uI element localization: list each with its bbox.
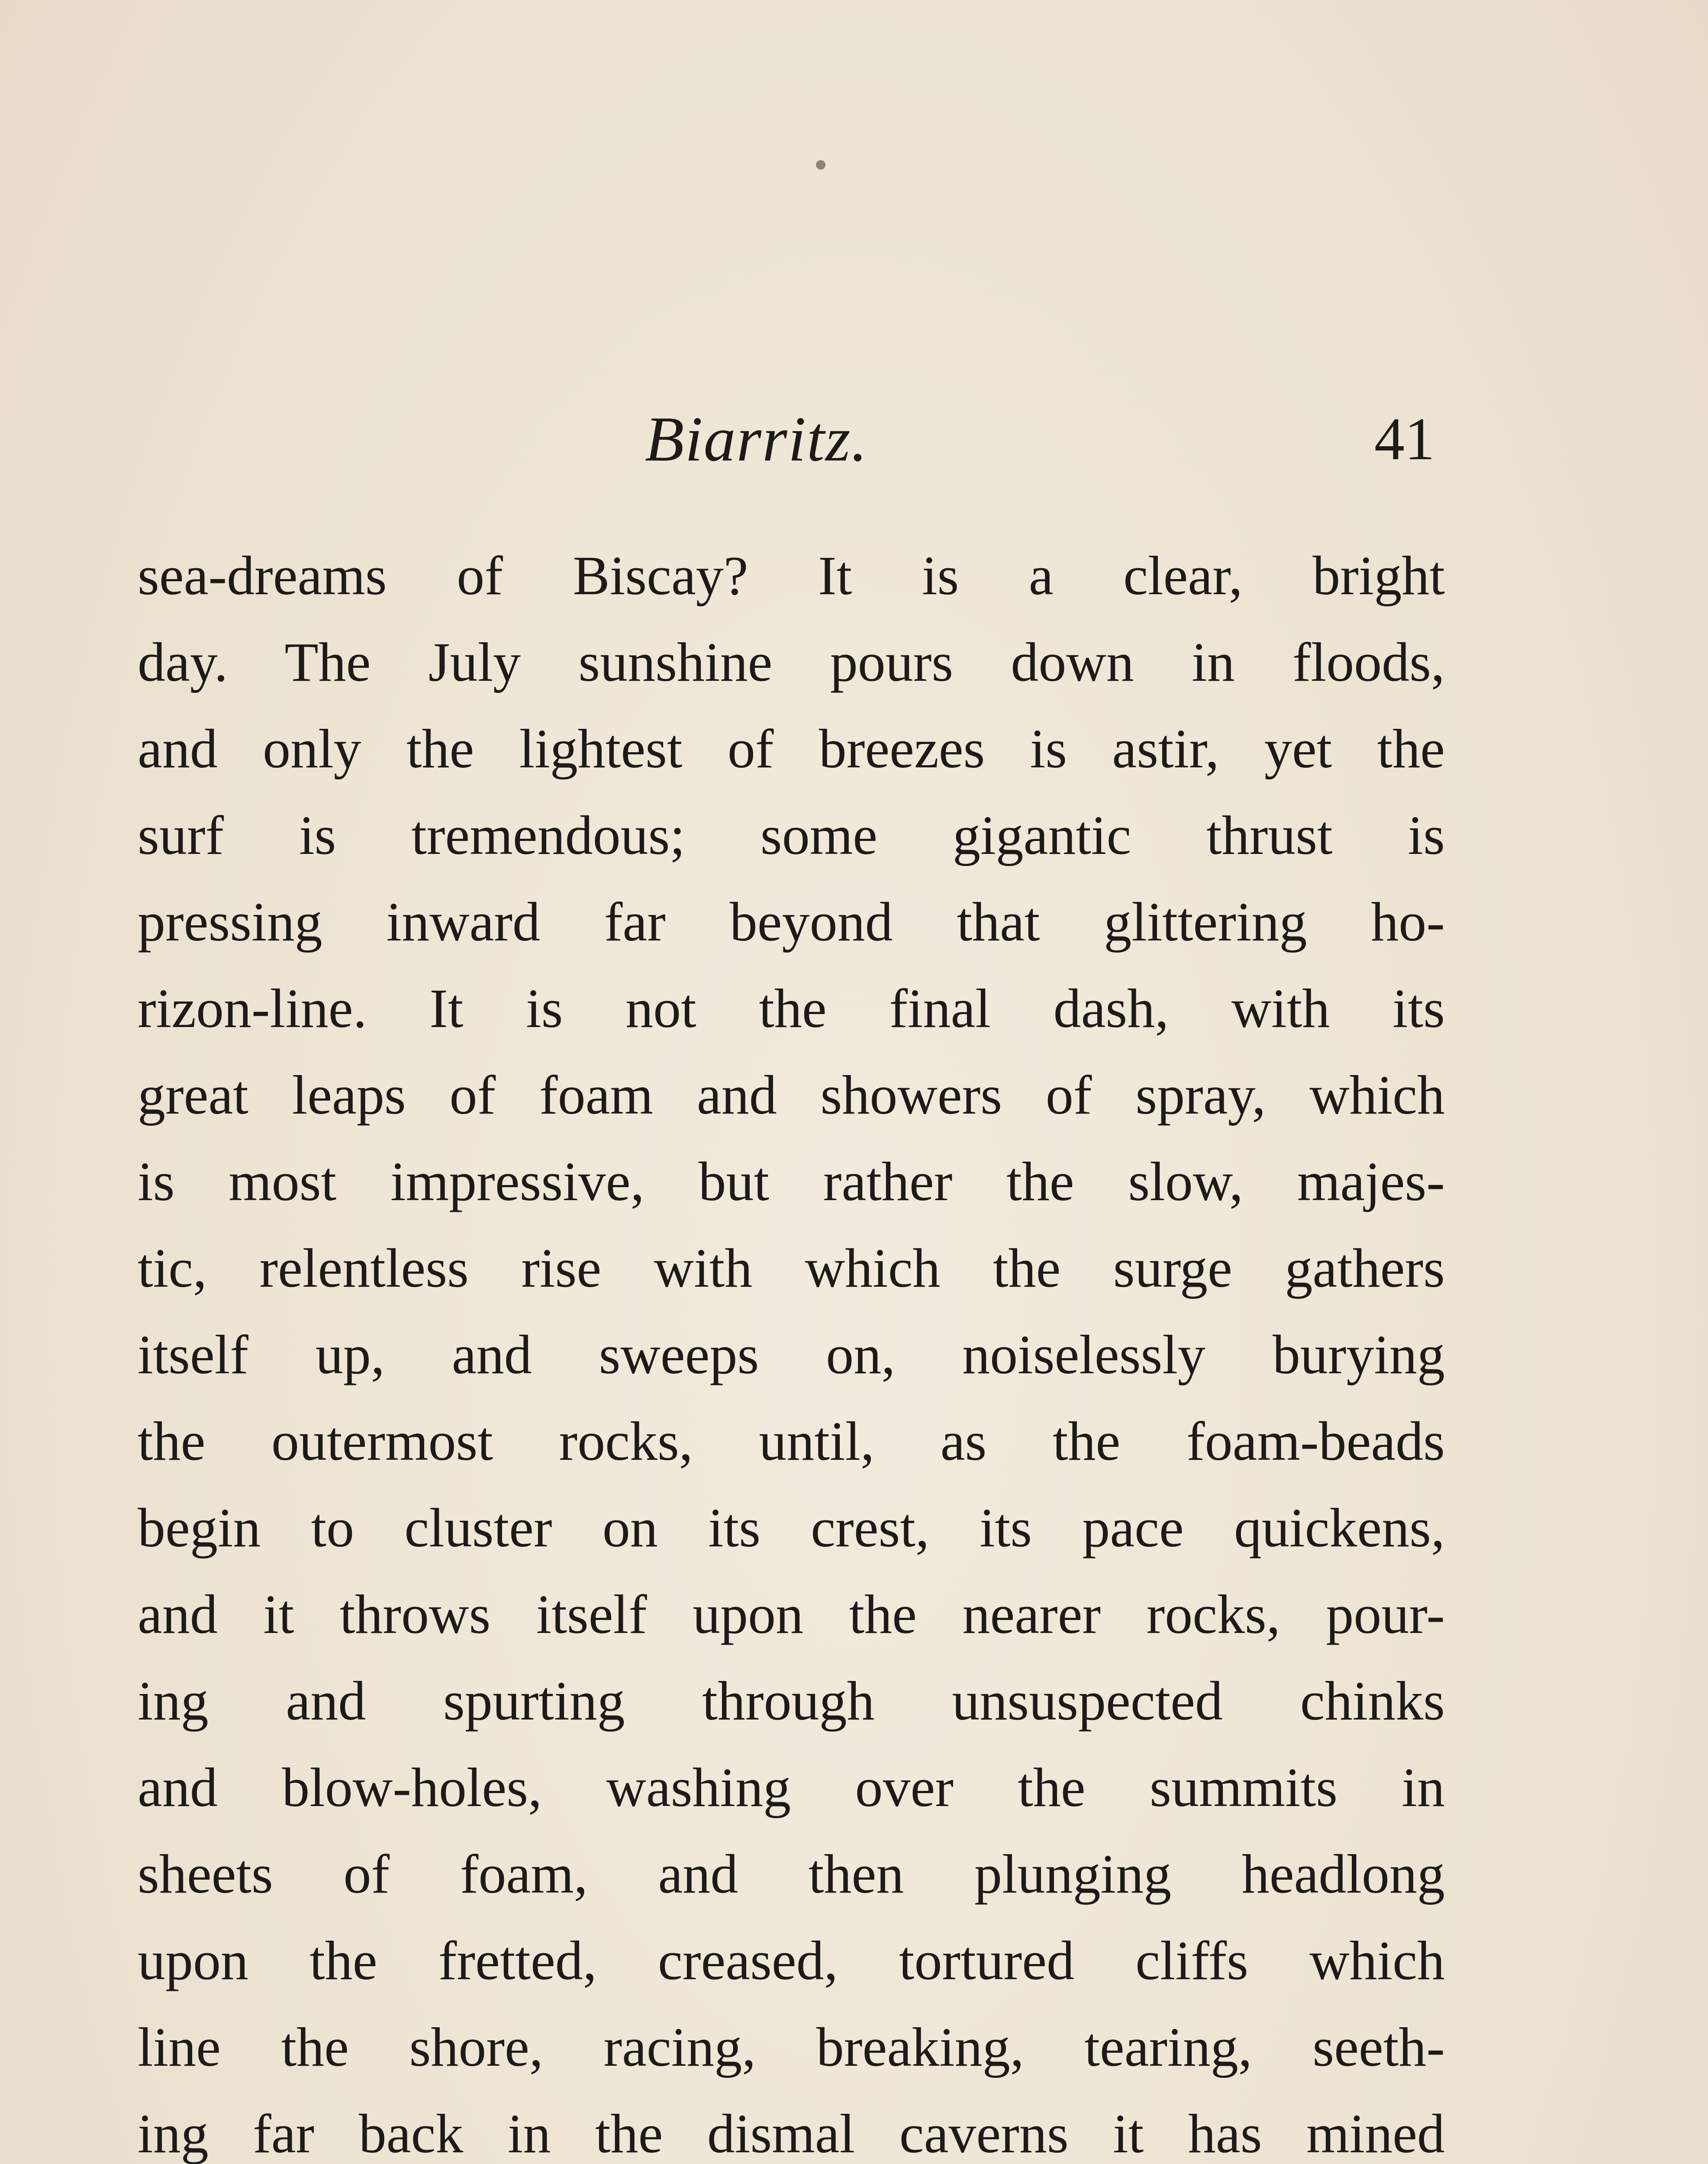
running-head [0,396,1708,483]
page-number: 41 [1374,406,1435,473]
text-line: rizon-line. It is not the final dash, with its [138,978,1445,1039]
text-line: ing far back in the dismal caverns it has mined [138,2103,1445,2164]
text-line: line the shore, racing, breaking, tearing, seeth- [138,2016,1445,2078]
text-line: day. The July sunshine pours down in floods, [138,631,1445,693]
text-line: ing and spurting through unsuspected chinks [138,1670,1445,1732]
text-line: surf is tremendous; some gigantic thrust is [138,805,1445,866]
ink-speck [816,160,825,170]
text-line: tic, relentless rise with which the surge gathers [138,1237,1445,1299]
text-line: is most impressive, but rather the slow, majes- [138,1151,1445,1212]
text-line: pressing inward far beyond that glittering ho- [138,891,1445,953]
running-title: Biarritz. [645,404,868,475]
text-line: begin to cluster on its crest, its pace quickens, [138,1497,1445,1559]
text-line: and it throws itself upon the nearer rocks, pour- [138,1584,1445,1645]
text-line: and blow-holes, washing over the summits in [138,1757,1445,1818]
text-line: sea-dreams of Biscay? It is a clear, bright [138,545,1445,606]
text-line: sheets of foam, and then plunging headlong [138,1843,1445,1905]
text-line: and only the lightest of breezes is astir, yet the [138,718,1445,779]
text-line: upon the fretted, creased, tortured cliffs which [138,1930,1445,1991]
text-line: itself up, and sweeps on, noiselessly burying [138,1324,1445,1385]
text-line: the outermost rocks, until, as the foam-beads [138,1410,1445,1472]
text-line: great leaps of foam and showers of spray, which [138,1064,1445,1126]
body-text [138,532,1445,2164]
